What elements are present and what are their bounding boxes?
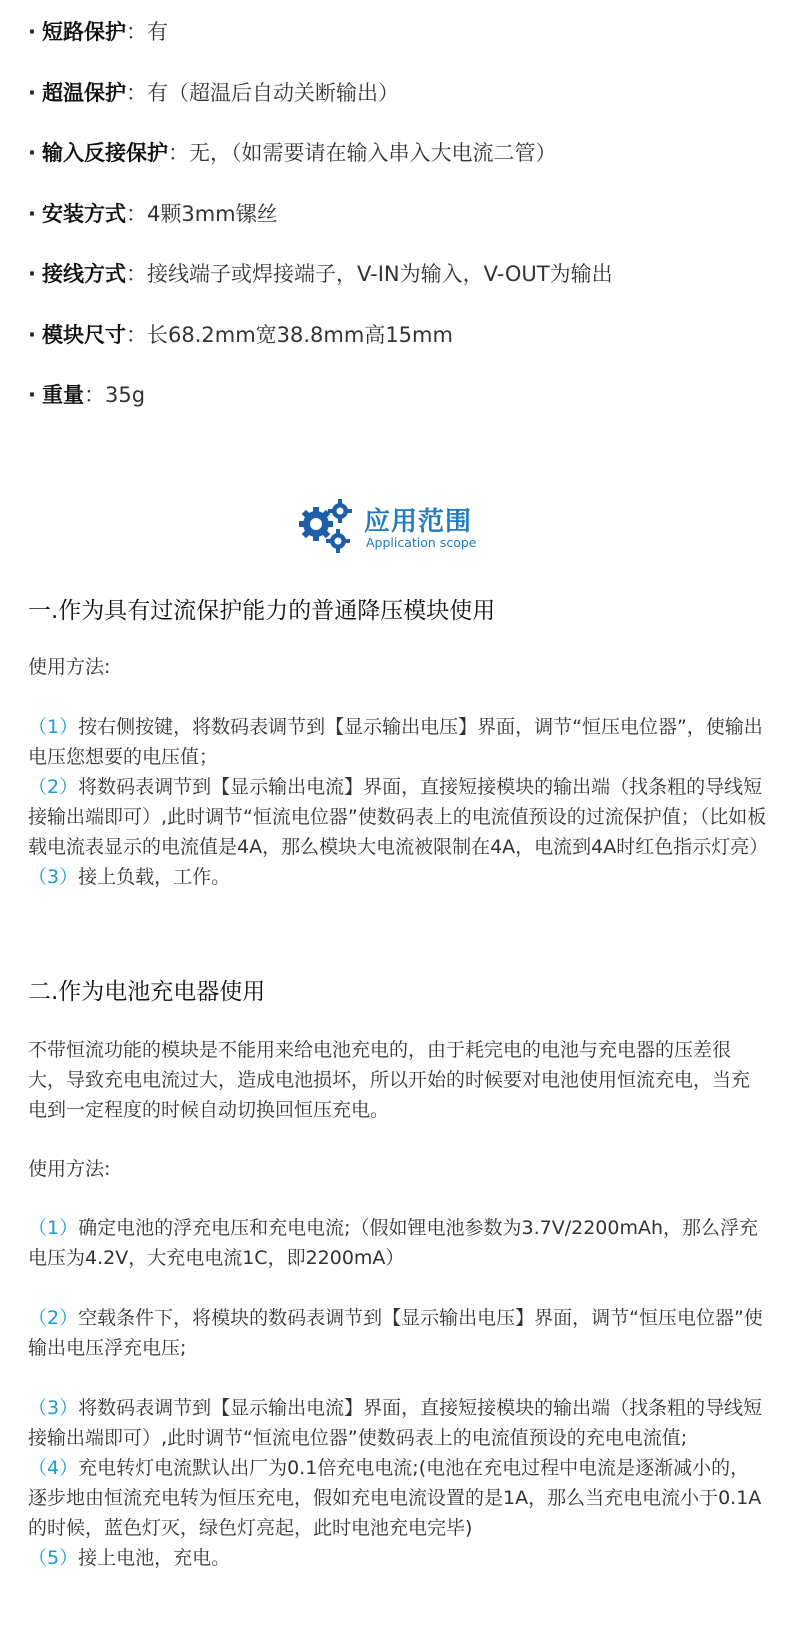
spec-value: 4颗3mm镙丝 xyxy=(146,201,278,226)
spec-value: 有（超温后自动关断输出） xyxy=(146,80,399,105)
spec-key: 模块尺寸 xyxy=(41,322,126,347)
spec-sep: ： xyxy=(125,201,147,226)
spec-item-reverse-protection xyxy=(28,135,778,196)
bullet: · xyxy=(28,201,36,226)
spec-sep: ： xyxy=(125,80,147,105)
gears-icon xyxy=(296,497,366,557)
step-text: 充电转灯电流默认出厂为0.1倍充电电流;(电池在充电过程中电流是逐渐减小的，逐步地由恒流充电转为恒压充电，假如充电电流设置的是1A，那么当充电电流小于0.1A的时候，蓝色灯灭，绿色灯亮起，此时电池充电完毕) xyxy=(28,1457,762,1539)
spec-list xyxy=(28,14,778,438)
step-text: 空载条件下，将模块的数码表调节到【显示输出电压】界面，调节“恒压电位器”使输出电压浮充电压; xyxy=(28,1307,763,1359)
spec-value: 长68.2mm宽38.8mm高15mm xyxy=(146,322,453,347)
spec-sep: ： xyxy=(167,141,189,165)
spec-value: 35g xyxy=(104,383,146,407)
bullet: · xyxy=(28,322,36,347)
logo-title: 应用范围 xyxy=(364,507,473,537)
spec-item-wiring xyxy=(28,256,778,317)
step-number: （3） xyxy=(28,1397,79,1419)
spec-value: 接线端子或焊接端子，V-IN为输入，V-OUT为输出 xyxy=(146,262,613,286)
section-2-usage: 使用方法: xyxy=(28,1158,111,1180)
spec-value: 无，（如需要请在输入串入大电流二管） xyxy=(188,141,557,165)
spec-key: 重量 xyxy=(41,383,84,407)
bullet: · xyxy=(28,80,36,105)
spec-key: 接线方式 xyxy=(41,262,126,286)
spec-value: 有 xyxy=(146,20,168,44)
step-text: 将数码表调节到【显示输出电流】界面，直接短接模块的输出端（找条粗的导线短接输出端即可）,此时调节“恒流电位器”使数码表上的电流值预设的充电电流值; xyxy=(28,1397,763,1449)
bullet: · xyxy=(28,383,36,407)
spec-item-overtemp xyxy=(28,75,778,136)
spec-key: 输入反接保护 xyxy=(41,141,168,165)
step-3 xyxy=(28,1393,768,1453)
spec-item-weight xyxy=(28,377,778,438)
bullet: · xyxy=(28,262,36,286)
step-number: （4） xyxy=(28,1457,79,1479)
logo-subtitle: Application scope xyxy=(366,535,477,550)
step-1 xyxy=(28,712,768,772)
step-text: 接上电池，充电。 xyxy=(78,1547,231,1569)
step-number: （1） xyxy=(28,1217,79,1239)
step-text: 按右侧按键，将数码表调节到【显示输出电压】界面，调节“恒压电位器”，使输出电压您想要的电压值； xyxy=(28,716,763,768)
application-scope-logo xyxy=(296,497,506,557)
section-1-steps xyxy=(28,712,768,892)
spec-sep: ： xyxy=(125,262,147,286)
spec-item-short-circuit xyxy=(28,14,778,75)
section-1-usage: 使用方法: xyxy=(28,656,111,678)
step-number: （1） xyxy=(28,716,79,738)
step-number: （5） xyxy=(28,1547,79,1569)
step-5 xyxy=(28,1543,768,1573)
spec-key: 短路保护 xyxy=(41,20,126,44)
step-text: 接上负载，工作。 xyxy=(78,866,231,888)
step-4 xyxy=(28,1453,768,1543)
step-3 xyxy=(28,862,768,892)
bullet: · xyxy=(28,141,36,165)
section-2-step-1 xyxy=(28,1213,768,1273)
section-2-title: 二.作为电池充电器使用 xyxy=(28,979,266,1005)
bullet: · xyxy=(28,20,36,44)
section-2-intro: 不带恒流功能的模块是不能用来给电池充电的，由于耗完电的电池与充电器的压差很大，导致充电电流过大，造成电池损坏，所以开始的时候要对电池使用恒流充电，当充电到一定程度的时候自动切换回恒压充电。 xyxy=(28,1039,751,1121)
spec-sep: ： xyxy=(83,383,105,407)
spec-item-dimensions xyxy=(28,317,778,378)
section-1-title: 一.作为具有过流保护能力的普通降压模块使用 xyxy=(28,598,496,624)
step-text: 将数码表调节到【显示输出电流】界面，直接短接模块的输出端（找条粗的导线短接输出端即可）,此时调节“恒流电位器”使数码表上的电流值预设的过流保护值；（比如板载电流表显示的电流值是4A，那么模块大电流被限制在4A，电流到4A时红色指示灯亮） xyxy=(28,776,769,858)
step-text: 确定电池的浮充电压和充电电流;（假如锂电池参数为3.7V/2200mAh，那么浮充电压为4.2V，大充电电流1C，即2200mA） xyxy=(28,1217,759,1269)
step-2 xyxy=(28,772,768,862)
spec-sep: ： xyxy=(125,20,147,44)
spec-item-mounting xyxy=(28,196,778,257)
step-number: （2） xyxy=(28,1307,79,1329)
spec-key: 安装方式 xyxy=(41,201,126,226)
spec-key: 超温保护 xyxy=(41,80,126,105)
step-number: （3） xyxy=(28,866,79,888)
section-2-steps-rest xyxy=(28,1393,768,1573)
section-2-step-2 xyxy=(28,1303,768,1363)
spec-sep: ： xyxy=(125,322,147,347)
step-number: （2） xyxy=(28,776,79,798)
